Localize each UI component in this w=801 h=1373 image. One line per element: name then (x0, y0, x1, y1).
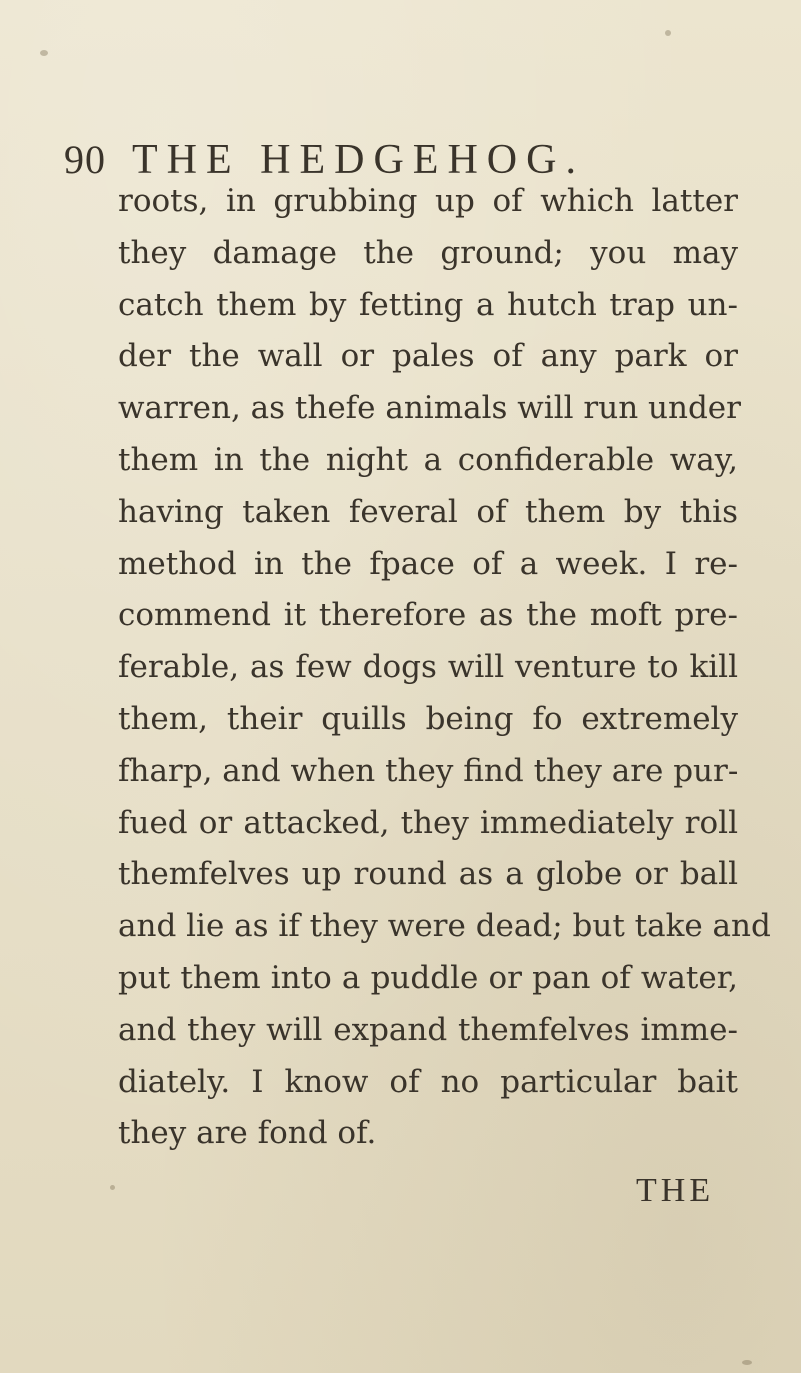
text-line: roots, in grubbing up of which latter (118, 183, 738, 219)
text-line: commend it therefore as the moft pre- (118, 597, 738, 634)
text-line: ferable, as few dogs will venture to kill (118, 649, 738, 686)
text-line: fharp, and when they find they are pur- (118, 752, 739, 789)
text-line: catch them by fetting a hutch trap un- (118, 286, 738, 323)
paper-speck (665, 30, 671, 36)
text-line: and they will expand themfelves imme- (118, 1011, 738, 1048)
text-line: having taken feveral of them by this (118, 493, 738, 530)
body-text (118, 176, 771, 1160)
text-line: themfelves up round as a globe or ball (118, 856, 738, 893)
page-number: 90 (64, 137, 106, 182)
text-line-last: they are fond of. (118, 1115, 377, 1152)
running-title: THE HEDGEHOG. (132, 137, 585, 183)
paper-speck (40, 50, 48, 56)
paper-speck (110, 1185, 115, 1190)
text-line: diately. I know of no particular bait (118, 1063, 738, 1100)
catchword: THE (636, 1172, 715, 1209)
text-line: warren, as thefe animals will run under (118, 390, 741, 427)
text-line: them, their quills being fo extremely (118, 700, 738, 737)
text-line: fued or attacked, they immediately roll (118, 804, 738, 841)
text-line: put them into a puddle or pan of water, (118, 959, 738, 996)
paper-speck (742, 1360, 752, 1365)
text-line: der the wall or pales of any park or (118, 338, 738, 375)
text-line: and lie as if they were dead; but take and (118, 908, 771, 945)
text-line: method in the fpace of a week. I re- (118, 545, 738, 582)
text-line: they damage the ground; you may (118, 234, 738, 271)
text-line: them in the night a confiderable way, (118, 441, 738, 478)
